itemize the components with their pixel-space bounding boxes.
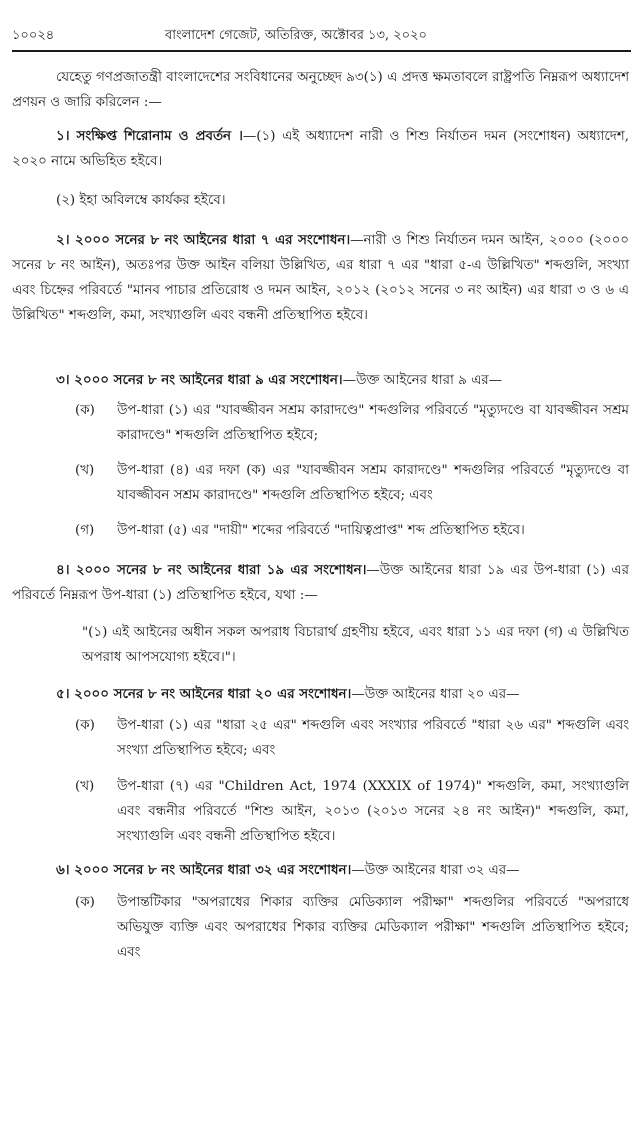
header-rule (12, 50, 631, 52)
clause-text: উপ-ধারা (৪) এর দফা (ক) এর "যাবজ্জীবন সশ্রম কারাদণ্ডে" শব্দগুলির পরিবর্তে "মৃত্যুদণ্ডে বা যাবজ্জীবন সশ্রম কারাদণ্ডে" শব্দগুলি প্রতিস্থাপিত হইবে; এবং (117, 463, 629, 503)
clause-text: উপ-ধারা (১) এর "যাবজ্জীবন সশ্রম কারাদণ্ডে" শব্দগুলির পরিবর্তে "মৃত্যুদণ্ডে বা যাবজ্জীবন সশ্রম কারাদণ্ডে" শব্দগুলি প্রতিস্থাপিত হইবে; (117, 403, 629, 443)
section-heading: ৬। ২০০০ সনের ৮ নং আইনের ধারা ৩২ এর সংশোধন। (56, 862, 352, 878)
section-5 (56, 682, 629, 707)
clause-text: উপ-ধারা (৭) এর "Children Act, 1974 (XXXIX of 1974)" শব্দগুলি, কমা, সংখ্যাগুলি এবং বন্ধনীর পরিবর্তে "শিশু আইন, ২০১৩ (২০১৩ সনের ২৪ নং আইন)" শব্দগুলি, কমা, সংখ্যাগুলি এবং বন্ধনী প্রতিস্থাপিত হইবে। (117, 779, 629, 844)
section-body: —উক্ত আইনের ধারা ৩২ এর— (351, 863, 520, 878)
intro-paragraph: যেহেতু গণপ্রজাতন্ত্রী বাংলাদেশের সংবিধানের অনুচ্ছেদ ৯৩(১) এ প্রদত্ত ক্ষমতাবলে রাষ্ট্রপতি নিম্নরূপ অধ্যাদেশ প্রণয়ন ও জারি করিলেন :— (12, 70, 629, 110)
page-number: ১০০২৪ (12, 28, 55, 43)
section-body: —উক্ত আইনের ধারা ৯ এর— (342, 373, 503, 388)
section-2 (12, 228, 629, 328)
clause-text: উপান্তটিকার "অপরাধের শিকার ব্যক্তির মেডিক্যাল পরীক্ষা" শব্দগুলির পরিবর্তে "অপরাধে অভিযুক্ত ব্যক্তি এবং অপরাধের শিকার ব্যক্তির মেডিক্যাল পরীক্ষা" শব্দগুলি প্রতিস্থাপিত হইবে; এবং (117, 895, 629, 960)
section-1-sub-2: (২) ইহা অবিলম্বে কার্যকর হইবে। (56, 193, 226, 208)
section-heading: ৫। ২০০০ সনের ৮ নং আইনের ধারা ২০ এর সংশোধন। (56, 686, 352, 702)
clause-marker: (ক) (75, 895, 95, 910)
section-heading: ১। সংক্ষিপ্ত শিরোনাম ও প্রবর্তন । (56, 128, 243, 144)
clause-marker: (খ) (75, 779, 95, 794)
clause-marker: (ক) (75, 718, 95, 733)
section-heading: ৪। ২০০০ সনের ৮ নং আইনের ধারা ১৯ এর সংশোধন। (56, 562, 367, 578)
clause-marker: (খ) (75, 463, 95, 478)
section-body: —নারী ও শিশু নির্যাতন দমন আইন, ২০০০ (২০০০ সনের ৮ নং আইন), অতঃপর উক্ত আইন বলিয়া উল্লিখিত, এর ধারা ৭ এর "ধারা ৫-এ উল্লিখিত" শব্দগুলি, সংখ্যা এবং চিহ্নের পরিবর্তে "মানব পাচার প্রতিরোধ ও দমন আইন, ২০১২ (২০১২ সনের ৩ নং আইন) এর ধারা ৩ ও ৬ এ উল্লিখিত" শব্দগুলি, কমা, সংখ্যাগুলি এবং বন্ধনী প্রতিস্থাপিত হইবে। (12, 233, 629, 323)
section-body: —উক্ত আইনের ধারা ২০ এর— (351, 687, 520, 702)
gazette-title: বাংলাদেশ গেজেট, অতিরিক্ত, অক্টোবর ১৩, ২০২০ (165, 28, 428, 43)
section-6 (56, 858, 629, 883)
clause-text: উপ-ধারা (৫) এর "দায়ী" শব্দের পরিবর্তে "দায়িত্বপ্রাপ্ত" শব্দ প্রতিস্থাপিত হইবে। (117, 523, 525, 538)
section-heading: ২। ২০০০ সনের ৮ নং আইনের ধারা ৭ এর সংশোধন। (56, 232, 351, 248)
section-4 (12, 558, 629, 608)
clause-marker: (ক) (75, 403, 95, 418)
clause-marker: (গ) (75, 523, 95, 538)
clause-text: উপ-ধারা (১) এর "ধারা ২৫ এর" শব্দগুলি এবং সংখ্যার পরিবর্তে "ধারা ২৬ এর" শব্দগুলি এবং সংখ্যা প্রতিস্থাপিত হইবে; এবং (117, 718, 629, 758)
section-body: —(১) এই অধ্যাদেশ নারী ও শিশু নির্যাতন দমন (সংশোধন) অধ্যাদেশ, ২০২০ নামে অভিহিত হইবে। (12, 129, 629, 169)
substituted-subsection-quote: "(১) এই আইনের অধীন সকল অপরাধ বিচারার্থ গ্রহণীয় হইবে, এবং ধারা ১১ এর দফা (গ) এ উল্লিখিত অপরাধ আপসযোগ্য হইবে।"। (82, 625, 629, 665)
section-heading: ৩। ২০০০ সনের ৮ নং আইনের ধারা ৯ এর সংশোধন। (56, 372, 343, 388)
section-3 (56, 368, 629, 393)
section-1 (12, 124, 629, 174)
page-header (12, 26, 632, 46)
section-body: —উক্ত আইনের ধারা ১৯ এর উপ-ধারা (১) এর পরিবর্তে নিম্নরূপ উপ-ধারা (১) প্রতিস্থাপিত হইবে, যথা :— (12, 563, 629, 603)
